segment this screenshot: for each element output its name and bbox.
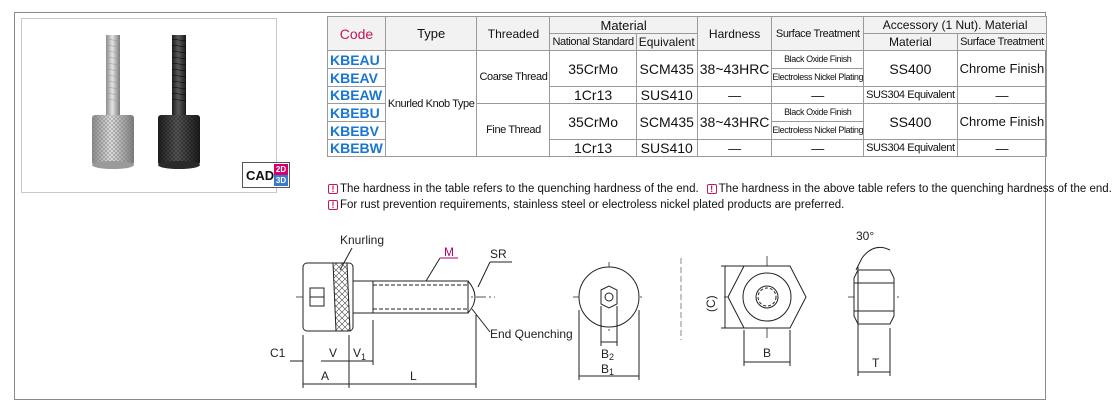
knurling-label: Knurling [340,233,385,247]
v-label: V [329,346,338,360]
side-view [290,248,512,388]
finish-nickel: Electroless Nickel Plating [772,121,863,139]
header-accessory: Accessory (1 Nut). Material [864,17,1047,34]
note-text: The hardness in the above table refers to the quenching hardness of the end. [718,183,1112,195]
note-text: The hardness in the table refers to the quenching hardness of the end. [340,183,699,195]
sr-label: SR [490,247,507,261]
hardness-cell: 38~43HRC [697,104,772,140]
surface-cell [772,104,864,140]
cad-2d-label[interactable]: 2D [275,165,287,174]
warning-icon: ! [707,184,717,194]
acc-material-cell: SS400 [864,51,958,87]
acc-surface-cell: Chrome Finish [957,104,1047,140]
cad-label: CAD [246,167,275,183]
header-surface-treatment: Surface Treatment [772,17,864,51]
header-code: Code [328,17,386,51]
technical-drawing [0,220,1060,400]
v1-label: $V_1$ [353,346,367,362]
finish-black-oxide: Black Oxide Finish [784,107,852,117]
note-line [328,181,1112,197]
code-cell: KBEBU [328,104,386,122]
code-cell: KBEAU [328,51,386,69]
surface-cell: — [772,87,864,104]
equivalent-cell: SUS410 [636,87,697,104]
warning-icon: ! [328,200,338,210]
equivalent-cell: SCM435 [636,51,697,87]
acc-material-cell: SS400 [864,104,958,140]
end-quenching-label: End Quenching [490,327,573,341]
finish-black-oxide: Black Oxide Finish [784,54,852,64]
header-hardness: Hardness [697,17,772,51]
code-cell: KBEAW [328,87,386,104]
national-cell: 35CrMo [550,104,636,140]
b-label: B [763,346,772,360]
m-label: M [444,245,454,259]
national-cell: 35CrMo [550,51,636,87]
equivalent-cell: SUS410 [636,140,697,157]
surface-cell: — [772,140,864,157]
acc-surface-cell: — [957,87,1047,104]
thread-cell: Fine Thread [477,104,550,157]
l-label: L [410,369,417,383]
code-cell: KBEBV [328,122,386,140]
header-type: Type [385,17,477,51]
cad-3d-label[interactable]: 3D [275,176,287,185]
hardness-cell: — [697,87,772,104]
code-cell: KBEBW [328,140,386,157]
product-photo [21,18,287,193]
t-label: T [872,356,880,370]
note-text: For rust prevention requirements, stainless steel or electroless nickel plated products are preferred. [340,199,845,211]
header-material: Material [550,17,697,34]
warning-icon: ! [328,184,338,194]
surface-cell [772,51,864,87]
acc-surface-cell: — [957,140,1047,157]
b2-label: B2 [601,347,615,362]
a-label: A [321,369,330,383]
finish-nickel: Electroless Nickel Plating [772,68,863,86]
acc-surface-cell: Chrome Finish [957,51,1047,87]
c1-label: C1 [270,346,286,360]
header-acc-surface: Surface Treatment [957,34,1047,51]
nut-front-view [681,256,808,366]
type-cell: Knurled Knob Type [385,51,477,157]
silver-knob-bolt-image [22,19,278,194]
header-national-standard: National Standard [550,34,636,51]
hardness-cell: 38~43HRC [697,51,772,87]
equivalent-cell: SCM435 [636,104,697,140]
acc-material-cell: SUS304 Equivalent [864,140,958,157]
note-line [328,197,1112,213]
notes [328,181,1112,213]
hardness-cell: — [697,140,772,157]
c-label: (C) [704,295,718,312]
b1-label: B1 [601,362,615,377]
header-acc-material: Material [864,34,958,51]
spec-table [327,16,1047,157]
code-cell: KBEAV [328,69,386,87]
national-cell: 1Cr13 [550,87,636,104]
thread-cell: Coarse Thread [477,51,550,104]
national-cell: 1Cr13 [550,140,636,157]
cad-download-badge[interactable] [242,162,290,188]
header-threaded: Threaded [477,17,550,51]
header-equivalent: Equivalent [636,34,697,51]
acc-material-cell: SUS304 Equivalent [864,87,958,104]
angle-label: 30° [856,229,875,243]
